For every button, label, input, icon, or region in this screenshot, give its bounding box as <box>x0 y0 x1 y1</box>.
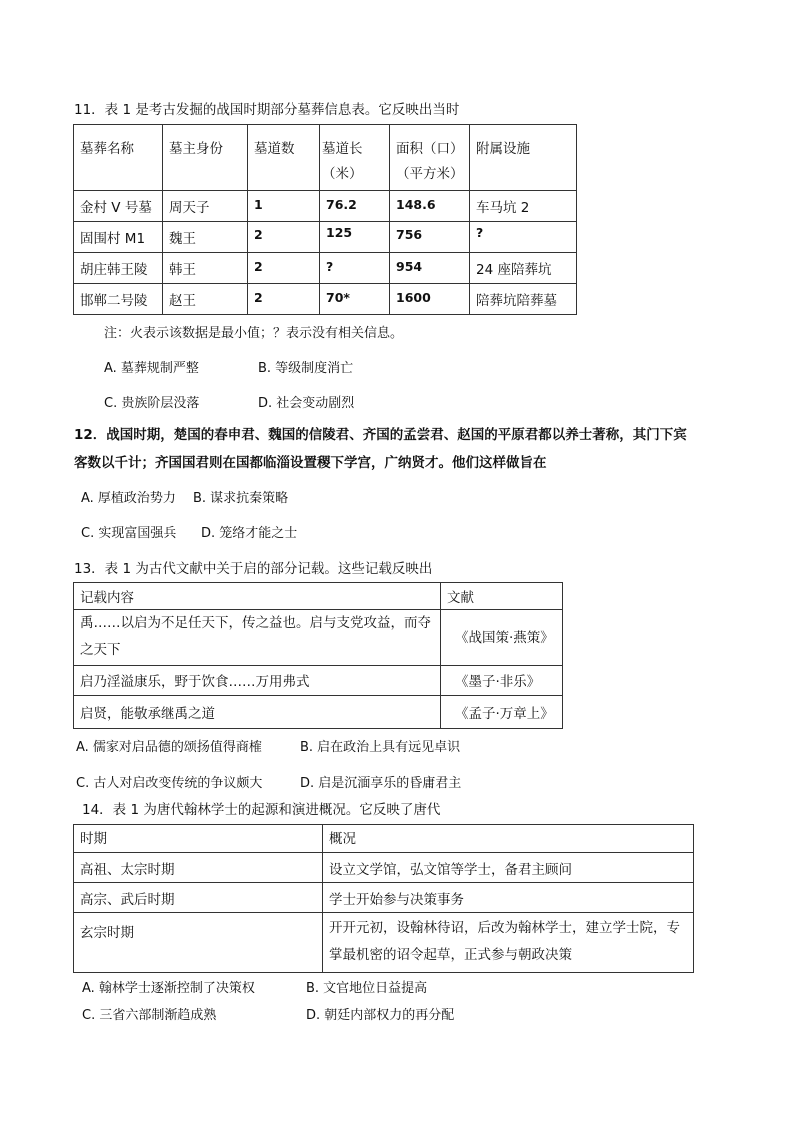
header-cell: 墓道数 <box>248 125 320 191</box>
q14-table <box>73 824 694 973</box>
table-cell: 《孟子·万章上》 <box>441 696 563 729</box>
table-cell: 2 <box>248 222 320 253</box>
table-cell: 陪葬坑陪葬墓 <box>470 284 577 315</box>
table-cell: 韩王 <box>163 253 248 284</box>
table-row <box>74 222 577 253</box>
q12-option-d[interactable]: D. 笼络才能之士 <box>201 526 298 541</box>
q11-option-a[interactable]: A. 墓葬规制严整 <box>104 361 199 376</box>
table-cell: 学士开始参与决策事务 <box>323 883 694 913</box>
q11-stem: 11．表 1 是考古发掘的战国时期部分墓葬信息表。它反映出当时 <box>74 102 460 118</box>
table-cell: 2 <box>248 253 320 284</box>
q11-option-c[interactable]: C. 贵族阶层没落 <box>104 396 200 411</box>
header-cell: 墓道长（米） <box>320 125 390 191</box>
header-cell: 概况 <box>323 825 694 853</box>
table-cell: 周天子 <box>163 191 248 222</box>
q13-option-b[interactable]: B. 启在政治上具有远见卓识 <box>300 740 461 755</box>
table-cell: ? <box>320 253 390 284</box>
q11-option-d[interactable]: D. 社会变动剧烈 <box>258 396 355 411</box>
q13-option-d[interactable]: D. 启是沉湎享乐的昏庸君主 <box>300 776 462 791</box>
q12-stem-line1: 12．战国时期，楚国的春申君、魏国的信陵君、齐国的孟尝君、赵国的平原君都以养士著称，其门下宾 <box>74 427 687 443</box>
table-cell: 固围村 M1 <box>74 222 163 253</box>
table-row <box>74 853 694 883</box>
table-cell: 开开元初，设翰林待诏，后改为翰林学士，建立学士院，专掌最机密的诏令起草，正式参与朝政决策 <box>323 913 694 973</box>
table-cell: 设立文学馆，弘文馆等学士，备君主顾问 <box>323 853 694 883</box>
table-header-row <box>74 125 577 191</box>
header-cell: 墓主身份 <box>163 125 248 191</box>
q11-note: 注：火表示该数据是最小值；？表示没有相关信息。 <box>104 326 404 341</box>
header-cell: 文献 <box>441 583 563 610</box>
table-cell: 《战国策·燕策》 <box>441 610 563 666</box>
table-cell: 1 <box>248 191 320 222</box>
q14-option-a[interactable]: A. 翰林学士逐渐控制了决策权 <box>82 981 255 996</box>
q12-option-c[interactable]: C. 实现富国强兵 <box>81 526 177 541</box>
table-header-row <box>74 825 694 853</box>
q12-option-a[interactable]: A. 厚植政治势力 <box>81 491 176 506</box>
table-cell: 车马坑 2 <box>470 191 577 222</box>
q11-table <box>73 124 577 315</box>
table-cell: ? <box>470 222 577 253</box>
q14-option-b[interactable]: B. 文官地位日益提高 <box>306 981 428 996</box>
table-cell: 金村 V 号墓 <box>74 191 163 222</box>
table-cell: 启乃淫溢康乐，野于饮食……万用弗式 <box>74 666 441 696</box>
table-cell: 148.6 <box>390 191 470 222</box>
table-cell: 24 座陪葬坑 <box>470 253 577 284</box>
table-cell: 邯郸二号陵 <box>74 284 163 315</box>
table-row <box>74 913 694 973</box>
q13-stem: 13．表 1 为古代文献中关于启的部分记载。这些记载反映出 <box>74 561 433 577</box>
table-header-row <box>74 583 563 610</box>
table-cell: 76.2 <box>320 191 390 222</box>
table-cell: 魏王 <box>163 222 248 253</box>
table-cell: 《墨子·非乐》 <box>441 666 563 696</box>
table-row <box>74 191 577 222</box>
table-cell: 1600 <box>390 284 470 315</box>
q12-option-b[interactable]: B. 谋求抗秦策略 <box>193 491 289 506</box>
q12-stem-line2: 客数以千计；齐国国君则在国都临淄设置稷下学宫，广纳贤才。他们这样做旨在 <box>74 455 547 471</box>
table-cell: 禹……以启为不足任天下，传之益也。启与支党攻益，而夺之天下 <box>74 610 441 666</box>
header-cell: 时期 <box>74 825 323 853</box>
table-cell: 70* <box>320 284 390 315</box>
table-cell: 高宗、武后时期 <box>74 883 323 913</box>
table-row <box>74 284 577 315</box>
q13-option-a[interactable]: A. 儒家对启品德的颂扬值得商榷 <box>76 740 262 755</box>
q14-option-c[interactable]: C. 三省六部制渐趋成熟 <box>82 1008 217 1023</box>
q13-table <box>73 582 563 729</box>
header-cell: 墓葬名称 <box>74 125 163 191</box>
table-cell: 玄宗时期 <box>74 913 323 973</box>
q13-option-c[interactable]: C. 古人对启改变传统的争议颇大 <box>76 776 263 791</box>
table-row <box>74 883 694 913</box>
table-row <box>74 253 577 284</box>
table-cell: 954 <box>390 253 470 284</box>
q14-option-d[interactable]: D. 朝廷内部权力的再分配 <box>306 1008 455 1023</box>
table-row <box>74 696 563 729</box>
table-cell: 2 <box>248 284 320 315</box>
table-row <box>74 666 563 696</box>
table-cell: 赵王 <box>163 284 248 315</box>
q11-option-b[interactable]: B. 等级制度消亡 <box>258 361 354 376</box>
header-cell: 附属设施 <box>470 125 577 191</box>
table-cell: 高祖、太宗时期 <box>74 853 323 883</box>
table-cell: 胡庄韩王陵 <box>74 253 163 284</box>
table-row <box>74 610 563 666</box>
header-cell: 面积（口）（平方米） <box>390 125 470 191</box>
header-cell: 记载内容 <box>74 583 441 610</box>
table-cell: 启贤，能敬承继禹之道 <box>74 696 441 729</box>
table-cell: 756 <box>390 222 470 253</box>
table-cell: 125 <box>320 222 390 253</box>
q14-stem: 14．表 1 为唐代翰林学士的起源和演进概况。它反映了唐代 <box>82 802 441 818</box>
